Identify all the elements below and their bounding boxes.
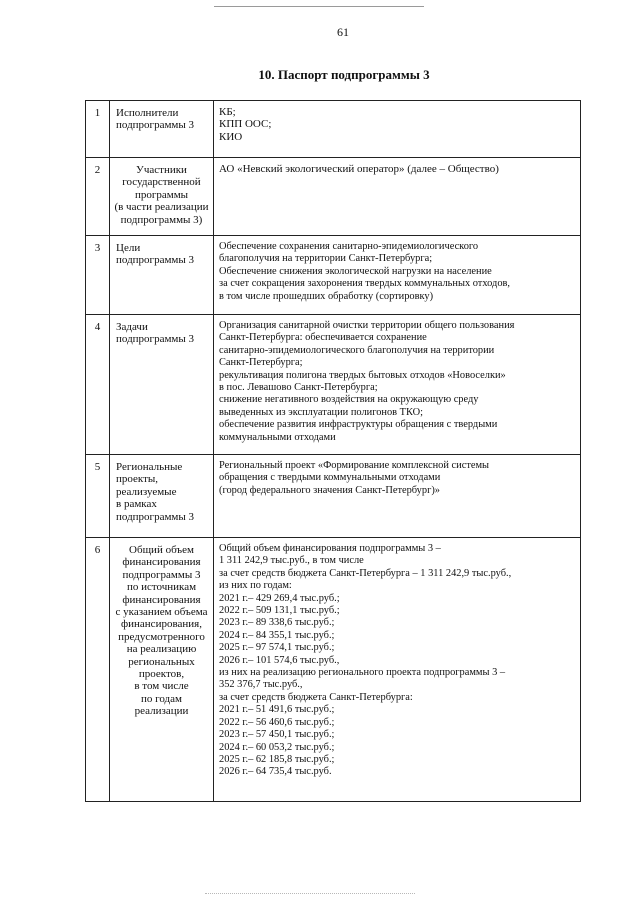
bottom-scan-marks xyxy=(205,893,415,894)
row-value-line: АО «Невский экологический оператор» (далее – Общество) xyxy=(219,163,499,175)
row-value-line: 2022 г.– 56 460,6 тыс.руб.; xyxy=(219,716,335,728)
row-value-line: 2022 г.– 509 131,1 тыс.руб.; xyxy=(219,605,340,617)
row-value-line: из них по годам: xyxy=(219,580,292,592)
table-row xyxy=(86,158,581,236)
row-number-cell xyxy=(86,158,110,236)
row-value-line: 2024 г.– 60 053,2 тыс.руб.; xyxy=(219,741,335,753)
row-name: Цели подпрограммы 3 xyxy=(116,242,195,267)
row-value-line: 2023 г.– 57 450,1 тыс.руб.; xyxy=(219,729,335,741)
row-number: 4 xyxy=(94,321,101,333)
row-value-line: рекультивация полигона твердых бытовых отходов «Новоселки» xyxy=(219,369,506,381)
row-value-line: коммунальными отходами xyxy=(219,431,336,443)
row-value-line: Санкт-Петербурга; xyxy=(219,357,303,369)
row-value-line: 2026 г.– 101 574,6 тыс.руб., xyxy=(219,654,340,666)
row-name-cell xyxy=(110,455,214,538)
row-name: Региональные проекты, реализуемые в рамках подпрограммы 3 xyxy=(116,461,195,523)
top-rule xyxy=(214,6,424,7)
row-value-line: 2021 г.– 429 269,4 тыс.руб.; xyxy=(219,592,340,604)
table-row xyxy=(86,101,581,158)
row-value-line: Обеспечение сохранения санитарно-эпидемиологического xyxy=(219,241,479,252)
row-value-cell xyxy=(214,236,581,315)
row-value-line: Организация санитарной очистки территории общего пользования xyxy=(219,320,515,331)
row-value-cell xyxy=(214,538,581,802)
row-value xyxy=(214,538,580,779)
row-value-line: Санкт-Петербурга: обеспечивается сохранение xyxy=(219,332,427,344)
row-value-line: снижение негативного воздействия на окружающую среду xyxy=(219,394,479,406)
table-row xyxy=(86,315,581,455)
row-number: 1 xyxy=(94,107,101,119)
row-number: 2 xyxy=(94,164,101,176)
row-value-line: Региональный проект «Формирование комплексной системы xyxy=(219,460,490,471)
row-number-cell xyxy=(86,315,110,455)
row-name-cell xyxy=(110,158,214,236)
row-number-cell xyxy=(86,236,110,315)
row-number: 3 xyxy=(94,242,101,254)
row-value xyxy=(214,455,580,497)
row-value-line: 1 311 242,9 тыс.руб., в том числе xyxy=(219,555,364,567)
row-value-line: КПП ООС; xyxy=(219,118,272,131)
row-value-line: 2025 г.– 97 574,1 тыс.руб.; xyxy=(219,642,335,654)
table-row xyxy=(86,455,581,538)
row-value-line: за счет сокращения захоронения твердых коммунальных отходов, xyxy=(219,278,511,290)
row-name: Общий объем финансирования подпрограммы 3 по источникам финансирования с указанием объема финансирования, предусмотренного на реализацию региональных проектов, в том числе по годам реализации xyxy=(115,544,208,718)
row-value-line: (город федерального значения Санкт-Петербург)» xyxy=(219,484,440,496)
row-value-line: обеспечение развития инфраструктуры обращения с твердыми xyxy=(219,419,498,431)
row-name: Участники государственной программы (в части реализации подпрограммы 3) xyxy=(114,164,209,226)
row-name: Исполнители подпрограммы 3 xyxy=(116,107,195,132)
row-value-cell xyxy=(214,158,581,236)
row-value-line: в пос. Левашово Санкт-Петербурга; xyxy=(219,382,378,394)
row-name-cell xyxy=(110,315,214,455)
row-value-line: КБ; xyxy=(219,106,236,118)
table-row xyxy=(86,538,581,802)
row-value-line: КИО xyxy=(219,130,243,143)
row-name-cell xyxy=(110,101,214,158)
row-name-cell xyxy=(110,538,214,802)
row-value-line: 2021 г.– 51 491,6 тыс.руб.; xyxy=(219,704,335,716)
row-name-cell xyxy=(110,236,214,315)
row-number: 5 xyxy=(94,461,101,473)
row-value-line: 2025 г.– 62 185,8 тыс.руб.; xyxy=(219,753,335,765)
row-value-line: 352 376,7 тыс.руб., xyxy=(219,679,303,691)
row-value-line: за счет средств бюджета Санкт-Петербурга – 1 311 242,9 тыс.руб., xyxy=(219,567,512,579)
page-title: 10. Паспорт подпрограммы 3 xyxy=(258,67,430,82)
row-value-line: из них на реализацию регионального проекта подпрограммы 3 – xyxy=(219,667,506,679)
row-number: 6 xyxy=(94,544,101,556)
row-number-cell xyxy=(86,538,110,802)
row-value-line: 2026 г.– 64 735,4 тыс.руб. xyxy=(219,766,332,778)
row-value-cell xyxy=(214,455,581,538)
row-number-cell xyxy=(86,101,110,158)
row-value-line: обращения с твердыми коммунальными отходами xyxy=(219,472,441,484)
row-value-line: в том числе прошедших обработку (сортировку) xyxy=(219,290,434,302)
row-value xyxy=(214,101,580,143)
row-value-line: 2023 г.– 89 338,6 тыс.руб.; xyxy=(219,617,335,629)
row-value-line: за счет средств бюджета Санкт-Петербурга: xyxy=(219,691,413,703)
row-value-line: санитарно-эпидемиологического благополучия на территории xyxy=(219,344,495,356)
row-number-cell xyxy=(86,455,110,538)
row-value xyxy=(214,315,580,444)
row-value-cell xyxy=(214,101,581,158)
row-value xyxy=(214,236,580,303)
row-name: Задачи подпрограммы 3 xyxy=(116,321,195,346)
table-row xyxy=(86,236,581,315)
row-value-line: Обеспечение снижения экологической нагрузки на население xyxy=(219,265,492,277)
row-value-line: 2024 г.– 84 355,1 тыс.руб.; xyxy=(219,629,335,641)
row-value-line: Общий объем финансирования подпрограммы 3 – xyxy=(219,543,441,554)
page-number: 61 xyxy=(337,25,349,39)
passport-table xyxy=(85,100,581,802)
row-value-cell xyxy=(214,315,581,455)
row-value-line: выведенных из эксплуатации полигонов ТКО; xyxy=(219,406,424,418)
row-value xyxy=(214,158,580,175)
row-value-line: благополучия на территории Санкт-Петербурга; xyxy=(219,253,433,265)
